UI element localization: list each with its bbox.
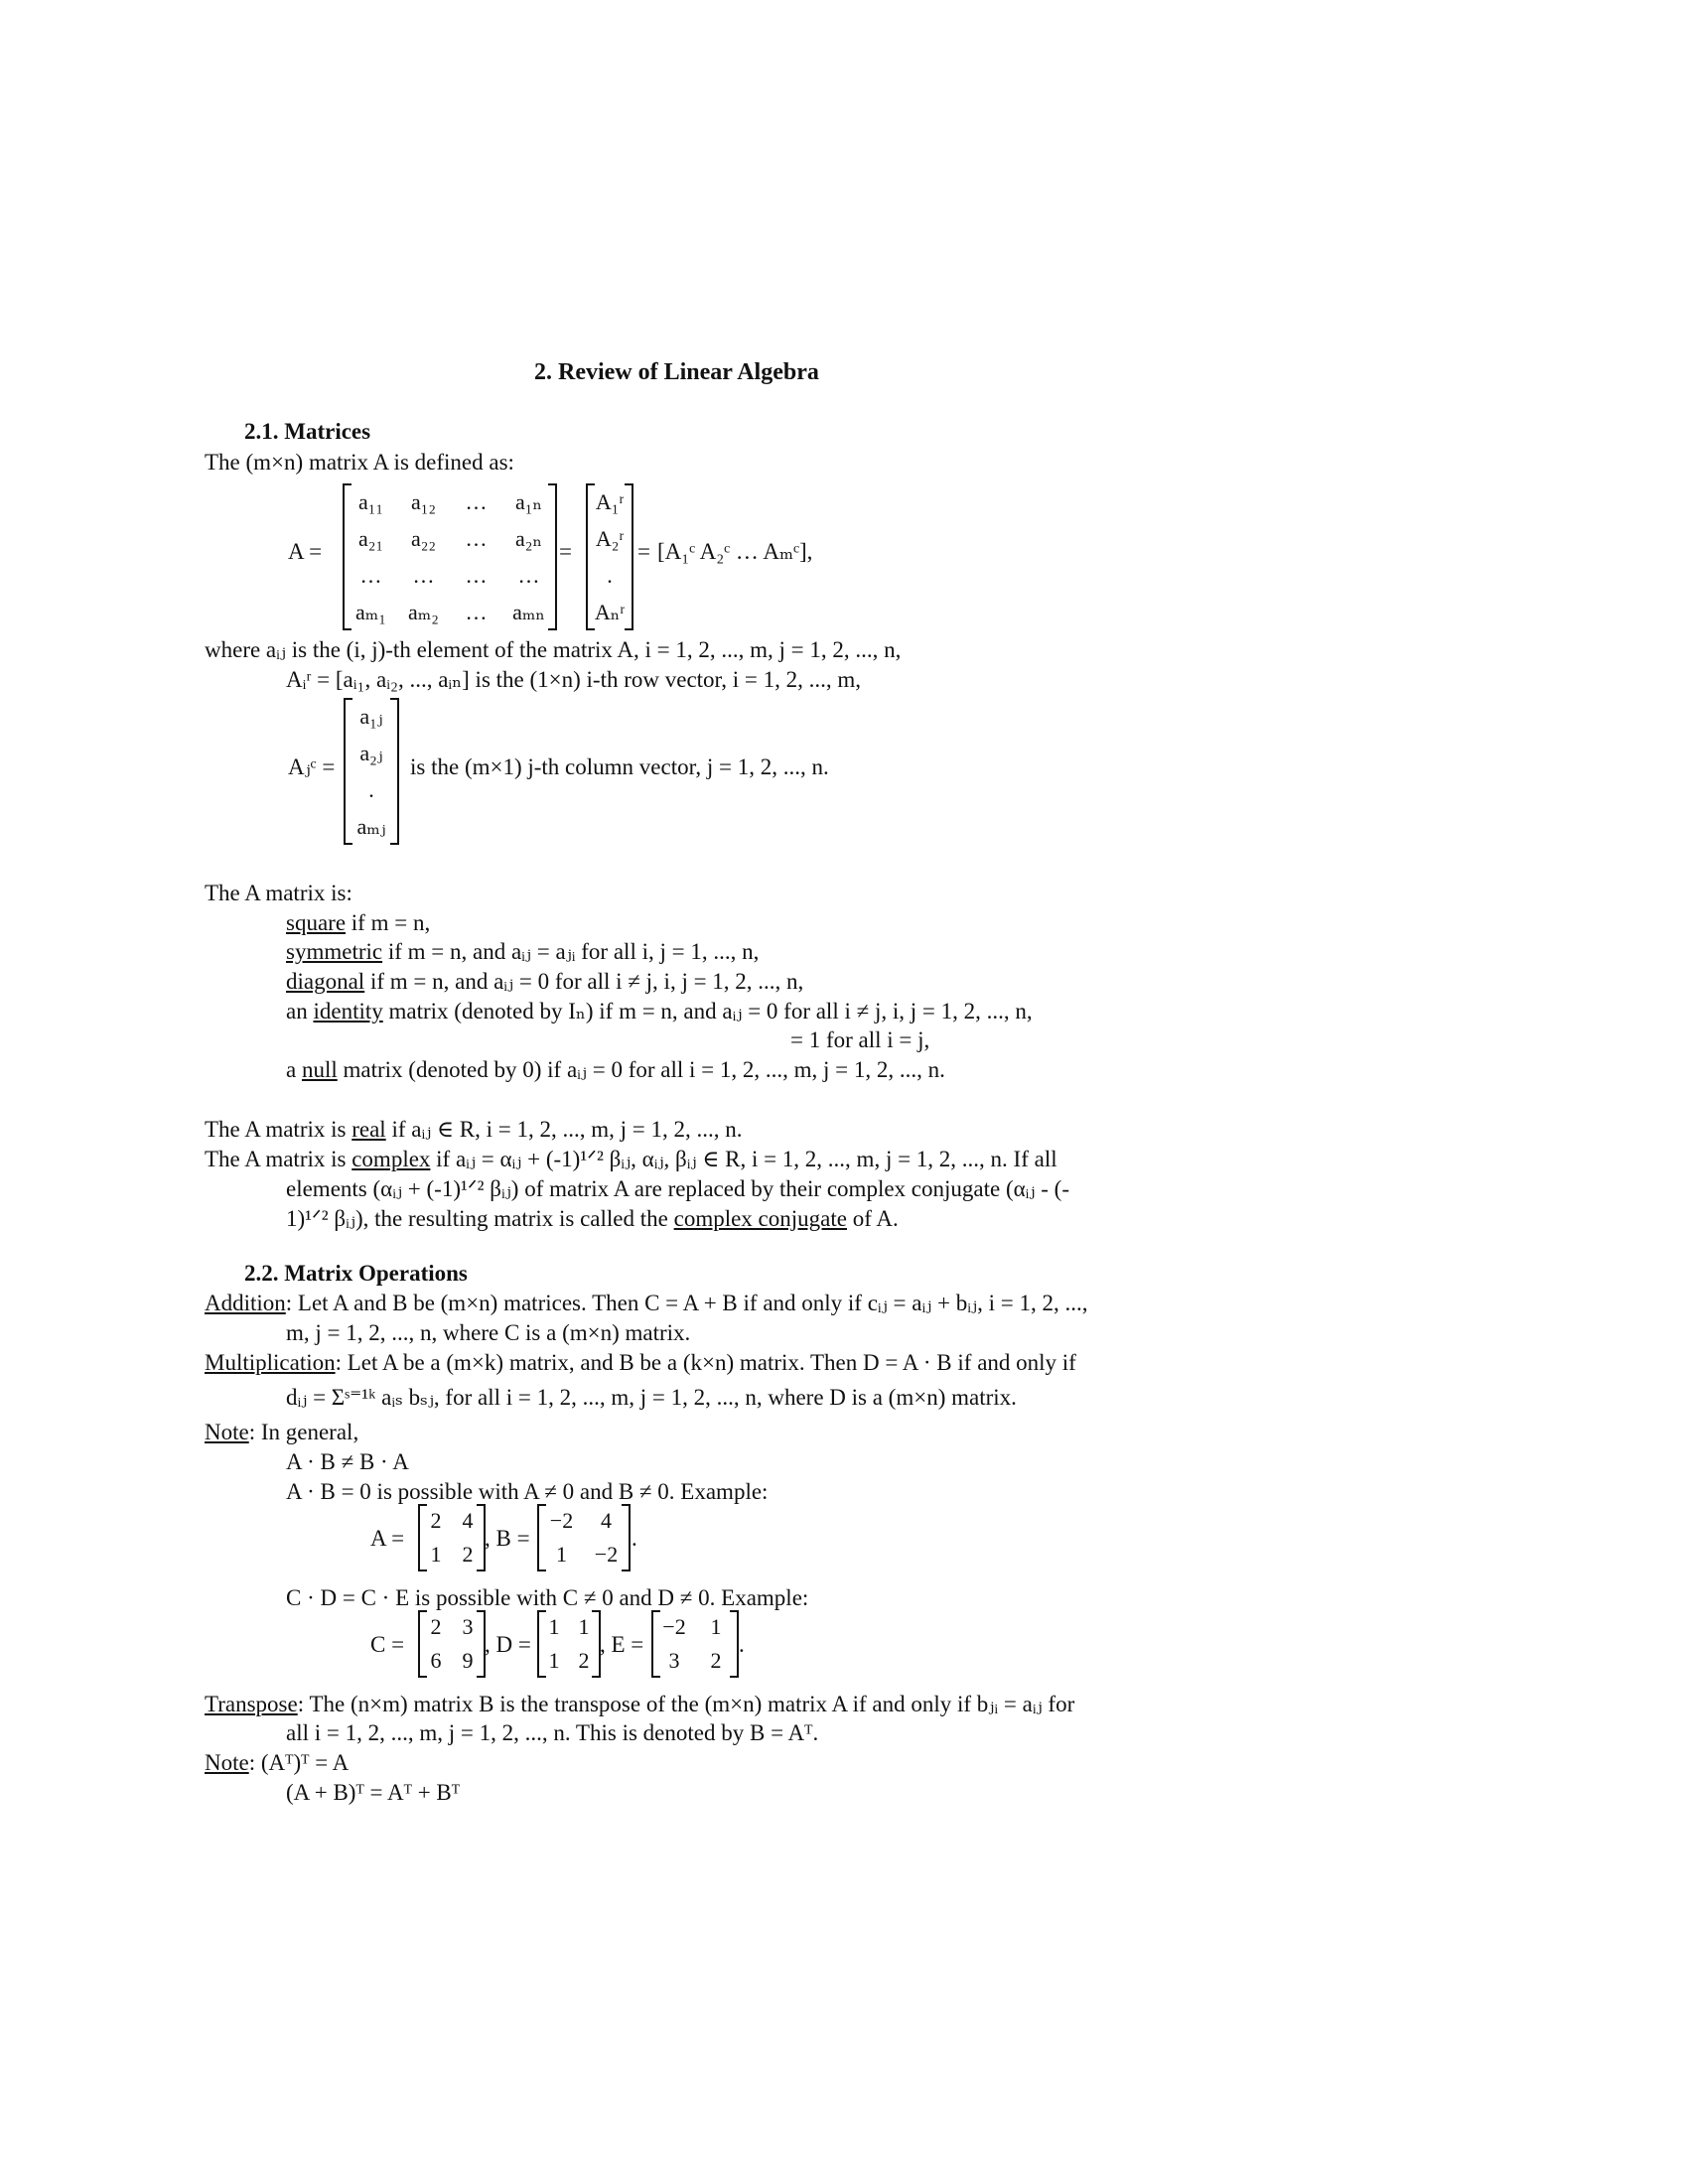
matrix-a-label: A = xyxy=(288,539,323,564)
complex-line-2: elements (αᵢⱼ + (-1)¹ᐟ² βᵢⱼ) of matrix A are replaced by their complex conjugate (αᵢⱼ - (- xyxy=(286,1176,1069,1201)
matrix-cell: 6 xyxy=(430,1648,442,1673)
column-vector-text: is the (m×1) j-th column vector, j = 1, 2, ..., n. xyxy=(410,754,829,779)
matrix-cell: 1 xyxy=(710,1614,722,1639)
matrix-cell: 4 xyxy=(462,1508,474,1533)
types-intro: The A matrix is: xyxy=(205,881,352,905)
note-transpose-sum: (A + B)ᵀ = Aᵀ + Bᵀ xyxy=(286,1780,461,1805)
section-heading-operations: 2.2. Matrix Operations xyxy=(244,1261,468,1286)
matrix-cell: 2 xyxy=(430,1614,442,1639)
column-vector-label: Aⱼᶜ = xyxy=(288,754,336,779)
intro-text: The (m×n) matrix A is defined as: xyxy=(205,450,514,475)
matrix-cell: … xyxy=(465,525,488,551)
matrix-cell: a₁₁ xyxy=(357,488,384,514)
chapter-heading: 2. Review of Linear Algebra xyxy=(534,359,819,385)
example-d-label: , D = xyxy=(485,1632,531,1657)
matrix-cell: −2 xyxy=(549,1508,574,1533)
matrix-cell: a₂₁ xyxy=(357,525,384,551)
complex-line-3: 1)¹ᐟ² βᵢⱼ), the resulting matrix is called the complex conjugate of A. xyxy=(286,1206,899,1231)
matrix-cell: … xyxy=(412,562,435,588)
matrix-cell: … xyxy=(465,599,488,624)
section-heading-matrices: 2.1. Matrices xyxy=(244,419,371,444)
complex-definition: The A matrix is complex if aᵢⱼ = αᵢⱼ + (-1)¹ᐟ² βᵢⱼ, αᵢⱼ, βᵢⱼ ∈ R, i = 1, 2, ..., m, j = 1, 2, ..., n. If all xyxy=(205,1147,1057,1171)
example-c-label: C = xyxy=(370,1632,405,1657)
matrix-cell: a₁ⱼ xyxy=(359,703,383,729)
example-2-period: . xyxy=(739,1632,745,1657)
example-matrix-e xyxy=(651,1610,739,1678)
addition-line-2: m, j = 1, 2, ..., n, where C is a (m×n) matrix. xyxy=(286,1320,691,1345)
matrix-cell: a₂ₙ xyxy=(515,525,542,551)
matrix-cell: aₘₙ xyxy=(512,599,545,624)
example-matrix-b xyxy=(537,1504,631,1571)
transpose-definition: Transpose: The (n×m) matrix B is the transpose of the (m×n) matrix A if and only if bⱼᵢ = aᵢⱼ for xyxy=(205,1692,1075,1716)
column-vector-row: [A₁ᶜ A₂ᶜ … Aₘᶜ], xyxy=(657,539,813,564)
matrix-cell: −2 xyxy=(594,1542,619,1567)
example-1-period: . xyxy=(632,1526,637,1551)
matrix-cell: a₂₂ xyxy=(410,525,437,551)
where-line-2: Aᵢʳ = [aᵢ₁, aᵢ₂, ..., aᵢₙ] is the (1×n) i-th row vector, i = 1, 2, ..., m, xyxy=(286,667,862,692)
example-matrix-c xyxy=(418,1610,486,1678)
multiplication-definition: Multiplication: Let A be a (m×k) matrix, and B be a (k×n) matrix. Then D = A · B if and only if xyxy=(205,1350,1076,1375)
multiplication-line-2: dᵢⱼ = Σˢ⁼¹ᵏ aᵢₛ bₛⱼ, for all i = 1, 2, ..., m, j = 1, 2, ..., n, where D is a (m×n) matrix. xyxy=(286,1385,1017,1410)
matrix-cell: 1 xyxy=(578,1614,590,1639)
example-matrix-a xyxy=(418,1504,486,1571)
matrix-cell: 3 xyxy=(668,1648,680,1673)
matrix-cell: 1 xyxy=(548,1648,560,1673)
addition-definition: Addition: Let A and B be (m×n) matrices. Then C = A + B if and only if cᵢⱼ = aᵢⱼ + bᵢⱼ, i = 1, 2, ..., xyxy=(205,1291,1088,1315)
note-cancellation: C · D = C · E is possible with C ≠ 0 and D ≠ 0. Example: xyxy=(286,1585,809,1610)
type-square: square if m = n, xyxy=(286,910,431,935)
matrix-cell: aₘⱼ xyxy=(356,813,386,839)
matrix-cell: … xyxy=(465,562,488,588)
matrix-cell: 2 xyxy=(710,1648,722,1673)
matrix-cell: … xyxy=(465,488,488,514)
matrix-cell: … xyxy=(517,562,540,588)
note-commutativity: A · B ≠ B · A xyxy=(286,1449,409,1474)
row-vector-stack xyxy=(586,483,633,630)
matrix-cell: 1 xyxy=(548,1614,560,1639)
type-identity-cont: = 1 for all i = j, xyxy=(790,1027,930,1052)
matrix-cell: aₘ₂ xyxy=(408,599,439,624)
real-definition: The A matrix is real if aᵢⱼ ∈ R, i = 1, 2, ..., m, j = 1, 2, ..., n. xyxy=(205,1117,743,1142)
type-diagonal: diagonal if m = n, and aᵢⱼ = 0 for all i ≠ j, i, j = 1, 2, ..., n, xyxy=(286,969,804,994)
matrix-cell: 2 xyxy=(430,1508,442,1533)
matrix-cell: 2 xyxy=(578,1648,590,1673)
note-general: Note: In general, xyxy=(205,1420,359,1444)
example-matrix-d xyxy=(537,1610,601,1678)
matrix-cell: 4 xyxy=(601,1508,612,1533)
matrix-cell: A₁ʳ xyxy=(595,488,625,514)
matrix-cell: a₁₂ xyxy=(410,488,437,514)
where-line-1: where aᵢⱼ is the (i, j)-th element of the matrix A, i = 1, 2, ..., m, j = 1, 2, ..., n, xyxy=(205,637,902,662)
matrix-cell: … xyxy=(359,562,382,588)
type-symmetric: symmetric if m = n, and aᵢⱼ = aⱼᵢ for all i, j = 1, ..., n, xyxy=(286,939,760,964)
matrix-cell: a₁ₙ xyxy=(515,488,542,514)
type-null: a null matrix (denoted by 0) if aᵢⱼ = 0 for all i = 1, 2, ..., m, j = 1, 2, ..., n. xyxy=(286,1057,945,1082)
matrix-cell: 9 xyxy=(462,1648,474,1673)
example-b-label: , B = xyxy=(485,1526,530,1551)
matrix-cell: Aₙʳ xyxy=(594,599,626,624)
matrix-cell: aₘ₁ xyxy=(355,599,386,624)
equals-sign: = xyxy=(559,539,572,564)
matrix-cell: A₂ʳ xyxy=(595,525,625,551)
equals-sign-2: = xyxy=(637,539,650,564)
example-e-label: , E = xyxy=(600,1632,644,1657)
note-transpose: Note: (Aᵀ)ᵀ = A xyxy=(205,1750,350,1775)
matrix-cell: . xyxy=(368,776,374,802)
matrix-cell: 1 xyxy=(556,1542,567,1567)
matrix-a xyxy=(343,483,557,630)
transpose-line-2: all i = 1, 2, ..., m, j = 1, 2, ..., n. This is denoted by B = Aᵀ. xyxy=(286,1720,819,1745)
matrix-cell: . xyxy=(607,562,613,588)
column-vector xyxy=(344,698,399,845)
matrix-cell: a₂ⱼ xyxy=(359,740,383,765)
example-a-label: A = xyxy=(370,1526,405,1551)
matrix-cell: 3 xyxy=(462,1614,474,1639)
matrix-cell: −2 xyxy=(662,1614,686,1639)
note-zero-product: A · B = 0 is possible with A ≠ 0 and B ≠ 0. Example: xyxy=(286,1479,769,1504)
matrix-cell: 2 xyxy=(462,1542,474,1567)
type-identity: an identity matrix (denoted by Iₙ) if m = n, and aᵢⱼ = 0 for all i ≠ j, i, j = 1, 2, ..., n, xyxy=(286,999,1033,1024)
matrix-cell: 1 xyxy=(430,1542,442,1567)
